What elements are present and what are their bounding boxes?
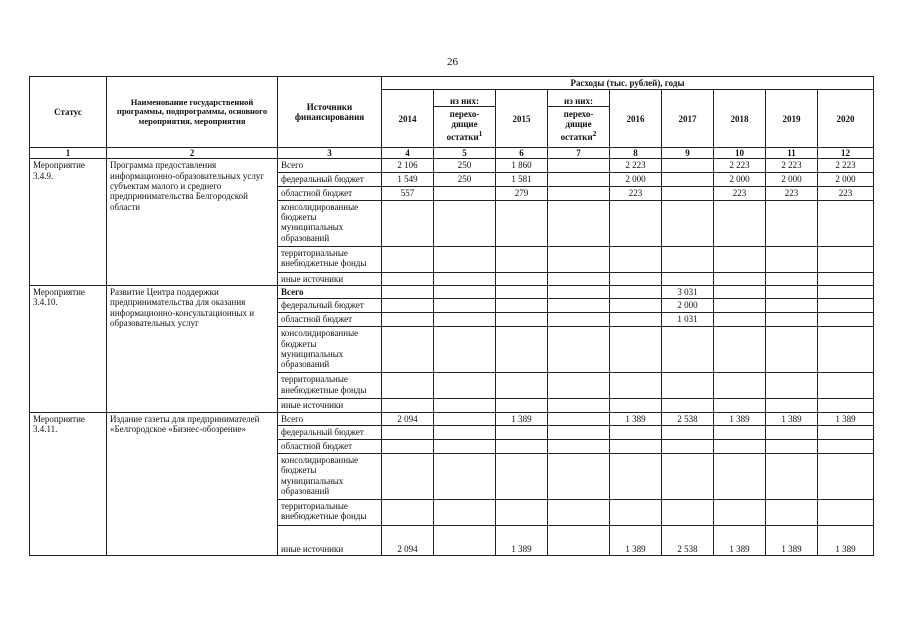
amount-cell [610, 286, 662, 299]
col-number: 6 [496, 148, 548, 159]
amount-cell [662, 440, 714, 454]
amount-cell: 2 223 [818, 159, 874, 172]
amount-cell: 2 000 [610, 172, 662, 186]
amount-cell: 279 [496, 186, 548, 200]
amount-cell [496, 373, 548, 399]
amount-cell [766, 454, 818, 500]
amount-cell [714, 440, 766, 454]
amount-cell [434, 426, 496, 440]
funding-source: территориальные внебюджетные фонды [278, 246, 382, 272]
amount-cell [766, 272, 818, 285]
amount-cell [766, 299, 818, 313]
amount-cell [766, 286, 818, 299]
measure-status: Мероприятие 3.4.9. [30, 159, 107, 286]
col-number: 1 [30, 148, 107, 159]
header-2014: 2014 [382, 90, 434, 148]
amount-cell [818, 200, 874, 246]
amount-cell [766, 426, 818, 440]
amount-cell: 1 389 [766, 526, 818, 556]
amount-cell [714, 399, 766, 412]
amount-cell [610, 373, 662, 399]
amount-cell [714, 454, 766, 500]
amount-cell [662, 246, 714, 272]
amount-cell: 223 [766, 186, 818, 200]
amount-cell: 2 223 [610, 159, 662, 172]
amount-cell [610, 272, 662, 285]
amount-cell [662, 200, 714, 246]
amount-cell [766, 500, 818, 526]
funding-source: областной бюджет [278, 186, 382, 200]
header-2018: 2018 [714, 90, 766, 148]
amount-cell: 2 000 [714, 172, 766, 186]
amount-cell [496, 500, 548, 526]
amount-cell: 1 860 [496, 159, 548, 172]
funding-source: Всего [278, 286, 382, 299]
page-number: 26 [447, 56, 458, 68]
amount-cell [434, 454, 496, 500]
amount-cell [548, 412, 610, 425]
amount-cell: 2 538 [662, 526, 714, 556]
amount-cell: 2 000 [662, 299, 714, 313]
amount-cell: 1 389 [496, 412, 548, 425]
amount-cell [610, 299, 662, 313]
amount-cell [382, 272, 434, 285]
amount-cell [714, 327, 766, 373]
amount-cell [662, 159, 714, 172]
amount-cell: 250 [434, 159, 496, 172]
column-numbers-row [30, 148, 874, 159]
amount-cell: 1 581 [496, 172, 548, 186]
measure-status: Мероприятие 3.4.10. [30, 286, 107, 413]
amount-cell: 1 549 [382, 172, 434, 186]
table-row [30, 159, 874, 172]
amount-cell [662, 327, 714, 373]
amount-cell [662, 373, 714, 399]
amount-cell: 3 031 [662, 286, 714, 299]
header-carryover-1 [434, 90, 496, 148]
funding-source: федеральный бюджет [278, 172, 382, 186]
amount-cell [818, 272, 874, 285]
amount-cell [714, 299, 766, 313]
col-number: 10 [714, 148, 766, 159]
header-2016: 2016 [610, 90, 662, 148]
header-sources: Источники финансирования [278, 77, 382, 148]
amount-cell: 223 [610, 186, 662, 200]
amount-cell [382, 426, 434, 440]
expenses-table [29, 76, 874, 556]
amount-cell [818, 500, 874, 526]
amount-cell [662, 172, 714, 186]
amount-cell [714, 200, 766, 246]
amount-cell [714, 500, 766, 526]
amount-cell [714, 272, 766, 285]
amount-cell [714, 373, 766, 399]
funding-source: консолидированные бюджеты муниципальных образований [278, 200, 382, 246]
funding-source: федеральный бюджет [278, 299, 382, 313]
amount-cell [818, 440, 874, 454]
amount-cell [382, 373, 434, 399]
amount-cell [548, 313, 610, 327]
amount-cell [662, 426, 714, 440]
amount-cell [434, 440, 496, 454]
amount-cell [610, 500, 662, 526]
footnote-mark: 2 [592, 128, 597, 138]
amount-cell [434, 186, 496, 200]
amount-cell [434, 272, 496, 285]
footnote-mark: 1 [478, 128, 483, 138]
amount-cell [818, 286, 874, 299]
col-number: 4 [382, 148, 434, 159]
header-name: Наименование государственной программы, подпрограммы, основного мероприятия, мероприятия [107, 77, 278, 148]
amount-cell [496, 200, 548, 246]
amount-cell [548, 200, 610, 246]
amount-cell: 1 389 [610, 526, 662, 556]
amount-cell [548, 373, 610, 399]
measure-name: Издание газеты для предпринимателей «Белгородское «Бизнес-обозрение» [107, 412, 278, 555]
funding-source: иные источники [278, 272, 382, 285]
amount-cell [496, 426, 548, 440]
amount-cell [496, 399, 548, 412]
col-number: 2 [107, 148, 278, 159]
carryover-label: перехо-дящие остатки [446, 109, 480, 142]
amount-cell [662, 454, 714, 500]
amount-cell: 1 389 [714, 412, 766, 425]
funding-source: иные источники [278, 526, 382, 556]
header-2019: 2019 [766, 90, 818, 148]
carryover-label: перехо-дящие остатки [560, 109, 594, 142]
amount-cell [548, 399, 610, 412]
amount-cell [434, 299, 496, 313]
funding-source: иные источники [278, 399, 382, 412]
amount-cell [610, 454, 662, 500]
amount-cell [766, 440, 818, 454]
funding-source: консолидированные бюджеты муниципальных образований [278, 454, 382, 500]
amount-cell [610, 327, 662, 373]
amount-cell [548, 454, 610, 500]
amount-cell [434, 526, 496, 556]
amount-cell [766, 373, 818, 399]
amount-cell [766, 246, 818, 272]
amount-cell [434, 373, 496, 399]
amount-cell: 2 000 [766, 172, 818, 186]
col-number: 12 [818, 148, 874, 159]
col-number: 3 [278, 148, 382, 159]
amount-cell [714, 286, 766, 299]
amount-cell [766, 313, 818, 327]
amount-cell [434, 313, 496, 327]
table-row [30, 286, 874, 299]
amount-cell [662, 399, 714, 412]
amount-cell [434, 246, 496, 272]
amount-cell [662, 186, 714, 200]
amount-cell [548, 426, 610, 440]
amount-cell [766, 200, 818, 246]
header-carryover-2 [548, 90, 610, 148]
amount-cell: 2 000 [818, 172, 874, 186]
header-2020: 2020 [818, 90, 874, 148]
amount-cell [548, 526, 610, 556]
header-expenses: Расходы (тыс. рублей), годы [382, 77, 874, 90]
amount-cell [382, 246, 434, 272]
amount-cell [548, 159, 610, 172]
measure-name: Развитие Центра поддержки предпринимательства для оказания информационно-консультационных и образовательных услуг [107, 286, 278, 413]
funding-source: Всего [278, 159, 382, 172]
col-number: 9 [662, 148, 714, 159]
amount-cell [548, 440, 610, 454]
amount-cell [548, 327, 610, 373]
amount-cell [818, 299, 874, 313]
amount-cell: 223 [818, 186, 874, 200]
amount-cell [434, 286, 496, 299]
amount-cell [382, 286, 434, 299]
amount-cell [818, 454, 874, 500]
amount-cell [548, 500, 610, 526]
funding-source: Всего [278, 412, 382, 425]
amount-cell: 1 389 [818, 412, 874, 425]
amount-cell [548, 186, 610, 200]
col-number: 5 [434, 148, 496, 159]
amount-cell [434, 200, 496, 246]
amount-cell [382, 454, 434, 500]
funding-source: консолидированные бюджеты муниципальных образований [278, 327, 382, 373]
amount-cell: 2 106 [382, 159, 434, 172]
amount-cell [382, 500, 434, 526]
amount-cell [496, 454, 548, 500]
funding-source: областной бюджет [278, 440, 382, 454]
header-2017: 2017 [662, 90, 714, 148]
amount-cell: 1 389 [610, 412, 662, 425]
table-row [30, 412, 874, 425]
amount-cell: 557 [382, 186, 434, 200]
amount-cell [496, 327, 548, 373]
amount-cell [548, 272, 610, 285]
amount-cell [610, 246, 662, 272]
col-number: 11 [766, 148, 818, 159]
amount-cell [766, 327, 818, 373]
amount-cell: 1 031 [662, 313, 714, 327]
amount-cell [818, 313, 874, 327]
amount-cell [610, 313, 662, 327]
amount-cell: 2 094 [382, 412, 434, 425]
amount-cell: 2 538 [662, 412, 714, 425]
of-them-label: из них: [548, 96, 609, 107]
amount-cell [382, 399, 434, 412]
amount-cell [610, 399, 662, 412]
amount-cell [818, 426, 874, 440]
funding-source: территориальные внебюджетные фонды [278, 373, 382, 399]
amount-cell [548, 299, 610, 313]
funding-source: федеральный бюджет [278, 426, 382, 440]
of-them-label: из них: [434, 96, 495, 107]
amount-cell [818, 373, 874, 399]
amount-cell [382, 313, 434, 327]
amount-cell [434, 327, 496, 373]
amount-cell [610, 200, 662, 246]
col-number: 7 [548, 148, 610, 159]
amount-cell [818, 327, 874, 373]
col-number: 8 [610, 148, 662, 159]
amount-cell: 1 389 [496, 526, 548, 556]
amount-cell: 1 389 [766, 412, 818, 425]
amount-cell: 223 [714, 186, 766, 200]
amount-cell [818, 246, 874, 272]
header-2015: 2015 [496, 90, 548, 148]
amount-cell [382, 440, 434, 454]
amount-cell [496, 246, 548, 272]
amount-cell [496, 313, 548, 327]
amount-cell [818, 399, 874, 412]
measure-name: Программа предоставления информационно-образовательных услуг субъектам малого и среднего предпринимательства Белгородской области [107, 159, 278, 286]
measure-status: Мероприятие 3.4.11. [30, 412, 107, 555]
amount-cell [382, 299, 434, 313]
amount-cell [548, 286, 610, 299]
amount-cell [548, 246, 610, 272]
amount-cell: 2 223 [714, 159, 766, 172]
amount-cell [662, 272, 714, 285]
amount-cell [382, 327, 434, 373]
amount-cell: 2 094 [382, 526, 434, 556]
amount-cell [434, 500, 496, 526]
amount-cell [496, 299, 548, 313]
amount-cell [766, 399, 818, 412]
amount-cell [548, 172, 610, 186]
amount-cell: 250 [434, 172, 496, 186]
amount-cell [434, 412, 496, 425]
amount-cell: 1 389 [818, 526, 874, 556]
amount-cell [434, 399, 496, 412]
amount-cell: 2 223 [766, 159, 818, 172]
amount-cell [610, 440, 662, 454]
amount-cell [714, 246, 766, 272]
amount-cell [714, 426, 766, 440]
amount-cell [382, 200, 434, 246]
amount-cell [714, 313, 766, 327]
amount-cell [496, 272, 548, 285]
amount-cell: 1 389 [714, 526, 766, 556]
header-status: Статус [30, 77, 107, 148]
amount-cell [496, 286, 548, 299]
amount-cell [662, 500, 714, 526]
amount-cell [610, 426, 662, 440]
amount-cell [496, 440, 548, 454]
funding-source: областной бюджет [278, 313, 382, 327]
funding-source: территориальные внебюджетные фонды [278, 500, 382, 526]
